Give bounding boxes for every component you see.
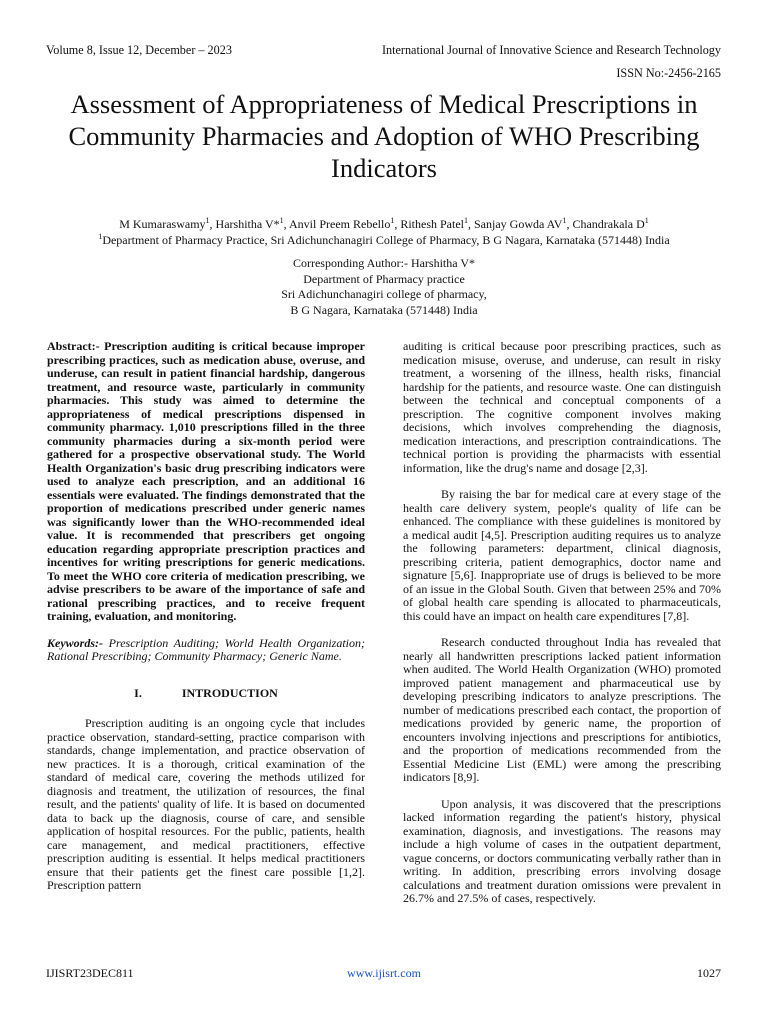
author-sup: 1 — [390, 216, 395, 225]
keywords — [47, 637, 365, 664]
author-sup: 1 — [279, 216, 284, 225]
corresponding-author-block — [40, 256, 728, 318]
left-column — [47, 340, 365, 893]
author: Harshitha V* — [215, 217, 280, 231]
journal-url-wrap — [0, 966, 768, 981]
right-column — [403, 340, 721, 906]
author-sup: 1 — [644, 216, 649, 225]
author-sup: 1 — [205, 216, 210, 225]
corresponding-author: Corresponding Author:- Harshitha V* — [292, 256, 476, 270]
author: Chandrakala D — [572, 217, 645, 231]
author-sup: 1 — [464, 216, 468, 225]
page-number: 1027 — [697, 966, 721, 980]
journal-name: International Journal of Innovative Science and Research Technology — [381, 43, 721, 57]
section-number: I. — [134, 685, 142, 700]
affiliation-sup: 1 — [98, 232, 103, 241]
author-sup: 1 — [562, 216, 567, 225]
section-title: INTRODUCTION — [181, 685, 278, 700]
paragraph: By raising the bar for medical care at every stage of the health care delivery system, people's quality of life can be enhanced. The compliance with these guidelines is monitored by a medical audit [4,5]. Prescription auditing requires us to analyze the following parameters: department, clinical diagnosis, prescribing criteria, patient demographics, doctor name and signature [5,6]. Inappropriate use of drugs is believed to be more of an issue in the Global South. Given that between 25% and 70% of global health care spending is allocated to pharmaceuticals, this could have an impact on health care expenditures [7,8]. — [403, 487, 721, 623]
paper-title: Assessment of Appropriateness of Medical Prescriptions in Community Pharmacies and Adoption of WHO Prescribing Indicators — [68, 89, 700, 183]
corresponding-dept: Department of Pharmacy practice — [303, 271, 465, 286]
author: Anvil Preem Rebello — [289, 217, 391, 231]
intro-paragraph: Prescription auditing is an ongoing cycle that includes practice observation, standard-setting, practice comparison with standards, change implementation, and practice observation of new practices. It is a thorough, critical examination of the standard of medical care, covering the methods utilized for diagnosis and treatment, the utilization of resources, the final result, and the patients' quality of life. It is based on documented data to back up the diagnosis, course of care, and sensible application of hospital resources. For the public, patients, health care management, and medical practitioners, effective prescription auditing is essential. It helps medical practitioners ensure that their patients get the finest care possible [1,2]. Prescription pattern — [47, 716, 365, 892]
author: M Kumaraswamy — [119, 217, 206, 231]
author: Rithesh Patel — [400, 217, 464, 231]
issn: ISSN No:-2456-2165 — [616, 66, 721, 80]
affiliation — [40, 229, 728, 248]
paragraph: auditing is critical because poor prescribing practices, such as medication misuse, overuse, and underuse, can result in risky treatment, a worsening of the illness, health risks, financial hardship for the patients, and resource waste. One can distinguish between the technical and conceptual components of a prescription. The cognitive component involves making decisions, which involves comprehending the diagnosis, medication interactions, and prescription contraindications. The technical portion is providing the pharmacists with essential information, like the drug's name and dosage [2,3]. — [403, 339, 721, 475]
affiliation-text: Department of Pharmacy Practice, Sri Adichunchanagiri College of Pharmacy, B G Nagara, Karnataka (571448) India — [102, 233, 670, 247]
keywords-text: Prescription Auditing; World Health Organization; Rational Prescribing; Community Pharmacy; Generic Name. — [47, 635, 365, 663]
volume-issue: Volume 8, Issue 12, December – 2023 — [46, 43, 232, 57]
paper-id: IJISRT23DEC811 — [46, 966, 134, 980]
section-heading — [47, 687, 365, 701]
abstract: Abstract:- Prescription auditing is critical because improper prescribing practices, such as medication abuse, overuse, and underuse, can result in patient financial hardship, dangerous treatment, and resource waste, particularly in community pharmacies. This study was aimed to determine the appropriateness of medical prescriptions dispensed in community pharmacy. 1,010 prescriptions filled in the three community pharmacies during a six-month period were gathered for a prospective observational study. The World Health Organization's basic drug prescribing indicators were used to analyze each prescription, and an additional 16 essentials were evaluated. The findings demonstrated that the proportion of medications prescribed under generic names was significantly lower than the WHO-recommended ideal value. It is recommended that prescribers get ongoing education regarding appropriate prescription practices and incentives for writing prescriptions for generic medications. To meet the WHO core criteria of medication prescribing, we advise prescribers to be aware of the importance of safe and rational prescribing practices, and to receive frequent training, evaluation, and monitoring. — [47, 339, 365, 623]
keywords-label: Keywords:- — [47, 635, 103, 650]
paragraph: Research conducted throughout India has revealed that nearly all handwritten prescriptions lacked patient information when audited. The World Health Organization (WHO) promoted improved patient management and pharmaceutical use by developing prescribing indicators to analyze prescriptions. The number of medications prescribed each contact, the proportion of medications provided by generic name, the proportion of encounters involving injections and prescriptions for antibiotics, and the proportion of medications recommended from the Essential Medicine List (EML) were among the prescribing indicators [8,9]. — [403, 635, 721, 784]
journal-url-link[interactable]: www.ijisrt.com — [347, 966, 421, 980]
author-list: M Kumaraswamy$^1$, Harshitha V*$^1$, Anvil Preem Rebello$^1$, Rithesh Patel$^1$, Sanjay Gowda $AV^1$, Chandrakala $D^1$ — [119, 216, 649, 231]
author: Sanjay Gowda AV — [474, 217, 563, 231]
corresponding-college: Sri Adichunchanagiri college of pharmacy, — [281, 287, 487, 301]
corresponding-address: B G Nagara, Karnataka (571448) India — [290, 302, 478, 317]
paragraph: Upon analysis, it was discovered that the prescriptions lacked information regarding the patient's history, physical examination, diagnosis, and investigations. The reasons may include a high volume of cases in the outpatient department, vague concerns, or doctors communicating verbally rather than in writing. In addition, prescribing errors involving dosage calculations and treatment duration omissions were prevalent in 26.7% and 27.5% of cases, respectively. — [403, 796, 721, 905]
